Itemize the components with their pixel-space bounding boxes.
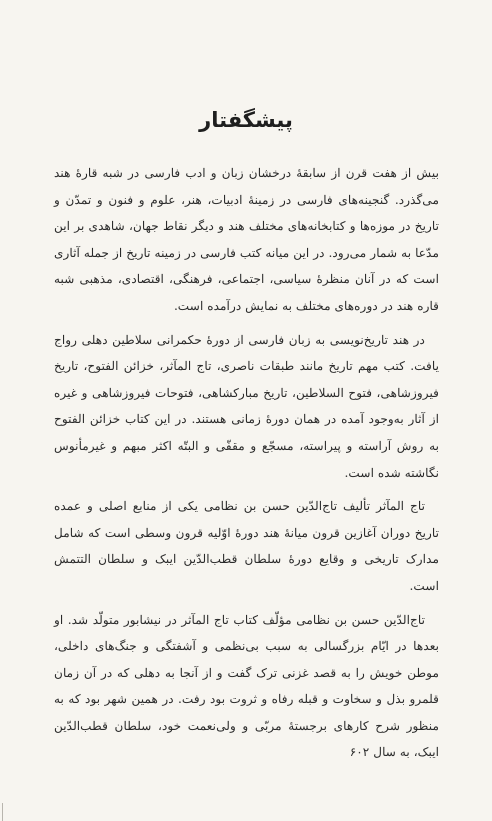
page-title: پیشگفتار	[199, 108, 293, 132]
paragraph-2: در هند تاریخ‌نویسی به زبان فارسی از دورهٔ حکمرانی سلاطین دهلی رواج یافت. کتب مهم تاریخ مانند طبقات ناصری، تاج المآثر، خزائن الفتوح، تاریخ فیروزشاهی، فتوح السلاطین، تاریخ مبارکشاهی، فتوحات فیروزشاهی و غیره از آثار به‌وجود آمده در همان دورهٔ زمانی هستند. در این کتاب خزائن الفتوح به روش آراسته و پیراسته، مسجّع و مقفّی و البتّه اکثر مبهم و غیرمأنوس نگاشته شده است.	[54, 332, 439, 480]
paragraph-1: بیش از هفت قرن از سابقهٔ درخشان زبان و ادب فارسی در شبه قارهٔ هند می‌گذرد. گنجینه‌های فارسی در زمینهٔ ادبیات، هنر، علوم و فنون و تمدّن و تاریخ در موزه‌ها و کتابخانه‌های مختلف هند و دیگر نقاط جهان، شاهدی بر این مدّعا به شمار می‌رود. در این میانه کتب فارسی در زمینه تاریخ از جمله آثاری است که در آنان منظرهٔ سیاسی، اجتماعی، فرهنگی، اقتصادی، مذهبی شبه قاره هند در دوره‌های مختلف به نمایش درآمده است.	[54, 166, 439, 313]
paragraph-4: تاج‌الدّین حسن بن نظامی مؤلّف کتاب تاج المآثر در نیشابور متولّد شد. او بعدها در ایّام بزرگسالی به سبب بی‌نظمی و آشفتگی و جنگ‌های داخلی، موطن خویش را به قصد غزنی ترک گفت و از آنجا به دهلی که در آن زمان قلمرو بذل و سخاوت و قبله رفاه و ثروت بود رفت. در همین شهر بود که به منظور شرح کارهای برجستهٔ مربّی و ولی‌نعمت خود، سلطان قطب‌الدّین ایبک، به سال ۶۰۲	[54, 612, 439, 760]
paragraph-3: تاج المآثر تألیف تاج‌الدّین حسن بن نظامی یکی از منابع اصلی و عمده تاریخ دوران آغازین قرون میانهٔ هند دورهٔ اوّلیه قرون وسطی است که شامل مدارک تاریخی و وقایع دورهٔ سلطان قطب‌الدّین ایبک و سلطان التتمش است.	[54, 499, 439, 593]
page-edge-mark	[2, 803, 3, 821]
body-text	[54, 160, 439, 773]
